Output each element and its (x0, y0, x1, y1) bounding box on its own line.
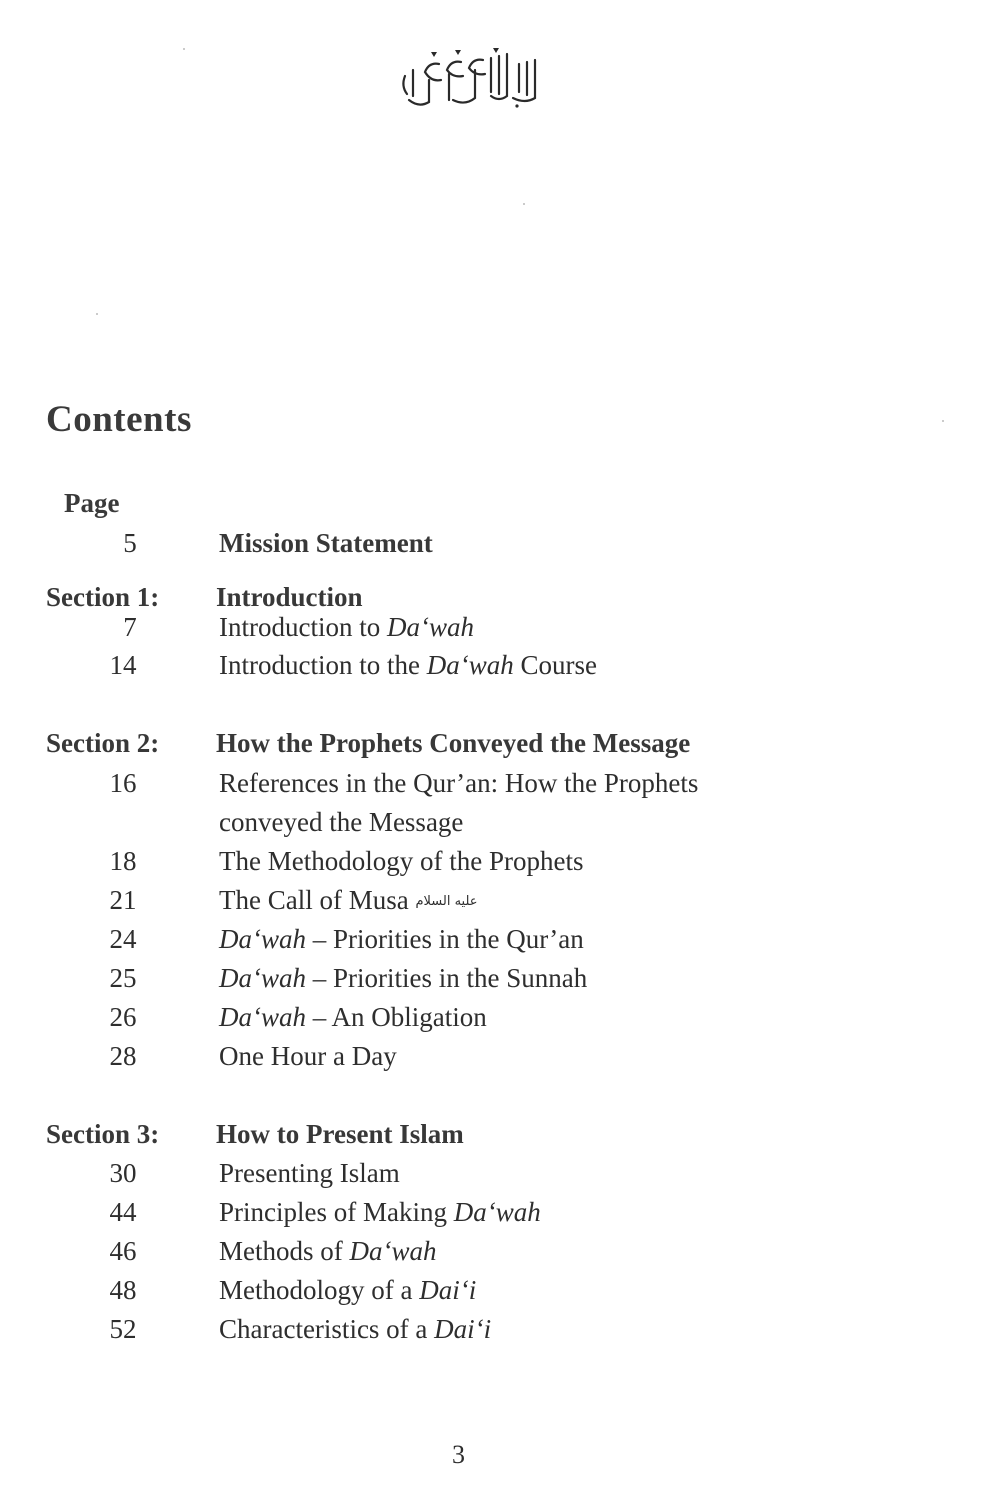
entry-italic-term: Da‘wah (219, 1002, 306, 1032)
entry-text: The Methodology of the Prophets (219, 846, 584, 876)
toc-page-number: 5 (123, 528, 137, 558)
entry-text: Methodology of a (219, 1275, 420, 1305)
entry-text: Introduction to the (219, 650, 427, 680)
toc-page-number: 21 (109, 885, 137, 915)
page-number-footer: 3 (452, 1440, 465, 1469)
toc-entry[interactable] (219, 612, 474, 643)
entry-text: Principles of Making (219, 1197, 454, 1227)
toc-page-number: 30 (109, 1158, 137, 1188)
toc-entry[interactable] (219, 1236, 437, 1267)
toc-page-number: 44 (109, 1197, 137, 1227)
toc-entry[interactable] (219, 1275, 476, 1306)
toc-page-number: 28 (109, 1041, 137, 1071)
entry-italic-term: Da‘wah (453, 1197, 541, 1227)
section-label: Section 2: (46, 728, 160, 758)
page-column-header: Page (64, 488, 120, 518)
toc-entry[interactable] (219, 1158, 400, 1189)
entry-text: Presenting Islam (219, 1158, 400, 1188)
toc-page-number: 14 (109, 650, 137, 680)
entry-text: The Call of Musa (219, 885, 416, 915)
entry-text: Introduction to (219, 612, 387, 642)
toc-entry[interactable] (219, 1197, 541, 1228)
toc-entry[interactable] (219, 963, 587, 994)
toc-page-number: 25 (109, 963, 137, 993)
section-title[interactable]: How to Present Islam (216, 1119, 464, 1149)
toc-page-number: 16 (109, 768, 137, 798)
toc-entry-mission-statement[interactable]: Mission Statement (219, 528, 433, 558)
toc-page-number: 48 (109, 1275, 137, 1305)
entry-italic-term: Da‘wah (349, 1236, 437, 1266)
section-title[interactable]: How the Prophets Conveyed the Message (216, 728, 691, 758)
toc-page-number: 7 (123, 612, 137, 642)
entry-italic-term: Dai‘i (434, 1314, 492, 1344)
entry-text: One Hour a Day (219, 1041, 397, 1071)
toc-page-number: 26 (109, 1002, 137, 1032)
entry-text: – An Obligation (306, 1002, 487, 1032)
entry-italic-term: Da‘wah (219, 924, 306, 954)
entry-italic-term: Da‘wah (386, 612, 474, 642)
entry-italic-term: Da‘wah (219, 963, 306, 993)
toc-entry-continuation[interactable]: conveyed the Message (219, 807, 464, 837)
entry-text: – Priorities in the Sunnah (306, 963, 588, 993)
toc-entry[interactable] (219, 650, 597, 681)
toc-entry[interactable] (219, 1002, 487, 1033)
honorific-calligraphy-icon: عليه السلام (415, 894, 478, 909)
section-label: Section 3: (46, 1119, 160, 1149)
entry-text: References in the Qur’an: How the Prophets (219, 768, 699, 798)
toc-entry[interactable] (219, 1314, 491, 1345)
toc-page-number: 18 (109, 846, 137, 876)
toc-page-number: 46 (109, 1236, 137, 1266)
scan-speck (96, 313, 98, 315)
toc-entry[interactable] (219, 885, 478, 916)
scan-speck (523, 203, 525, 205)
entry-text: Methods of (219, 1236, 350, 1266)
toc-entry[interactable] (219, 846, 583, 877)
toc-entry[interactable] (219, 924, 584, 955)
entry-italic-term: Da‘wah (426, 650, 514, 680)
scan-speck (942, 420, 944, 422)
entry-text: – Priorities in the Qur’an (306, 924, 584, 954)
toc-page-number: 52 (109, 1314, 137, 1344)
scan-speck (183, 48, 185, 50)
page-title: Contents (46, 399, 192, 440)
entry-text: Characteristics of a (219, 1314, 435, 1344)
toc-entry[interactable] (219, 1041, 397, 1072)
section-label: Section 1: (46, 582, 160, 612)
toc-entry[interactable] (219, 768, 698, 799)
section-title[interactable]: Introduction (216, 582, 363, 612)
entry-text: Course (513, 650, 597, 680)
entry-italic-term: Dai‘i (419, 1275, 477, 1305)
bismillah-calligraphy-icon (395, 40, 545, 115)
toc-page-number: 24 (109, 924, 137, 954)
